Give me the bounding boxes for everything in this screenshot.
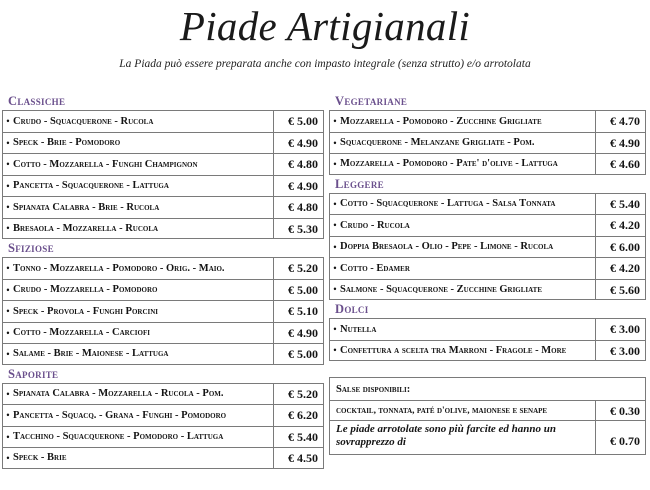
bullet-icon: • — [333, 198, 337, 209]
bullet-icon: • — [6, 306, 10, 317]
menu-list-dolci — [329, 318, 646, 361]
menu-item — [329, 110, 646, 132]
item-name: Crudo - Mozzarella - Pomodoro — [13, 284, 158, 296]
menu-item — [2, 218, 324, 240]
menu-item — [329, 153, 646, 175]
menu-list-vegetariane — [329, 110, 646, 175]
bullet-icon: • — [6, 137, 10, 148]
section-title-sfiziose: Sfiziose — [8, 241, 54, 255]
item-price: € 3.00 — [595, 319, 645, 340]
section-title-classiche: Classiche — [8, 94, 66, 108]
sauces-list: cocktail, tonnata, paté d'olive, maionese e senape — [336, 406, 548, 416]
bullet-icon: • — [6, 452, 10, 463]
menu-item — [2, 279, 324, 301]
menu-item — [329, 214, 646, 236]
item-name: Crudo - Rucola — [340, 219, 410, 231]
item-price: € 4.80 — [273, 154, 323, 175]
item-price: € 4.50 — [273, 448, 323, 468]
menu-list-leggere — [329, 193, 646, 301]
item-name: Doppia Bresaola - Olio - Pepe - Limone - Rucola — [340, 241, 554, 253]
rolled-note: Le piade arrotolate sono più farcite ed hanno un sovrapprezzo di — [336, 423, 557, 448]
section-title-leggere: Leggere — [335, 176, 384, 191]
bullet-icon: • — [333, 241, 337, 252]
sauces-box — [329, 377, 646, 455]
menu-item — [2, 196, 324, 218]
item-price: € 5.20 — [273, 258, 323, 279]
bullet-icon: • — [6, 202, 10, 213]
item-price: € 4.60 — [595, 154, 645, 174]
bullet-icon: • — [6, 431, 10, 442]
item-name: Salmone - Squacquerone - Zucchine Grigliate — [340, 283, 543, 295]
item-price: € 5.30 — [273, 219, 323, 239]
bullet-icon: • — [6, 348, 10, 359]
menu-item — [2, 383, 324, 405]
sauces-row — [330, 400, 645, 420]
page-title: Piade Artigianali — [179, 3, 471, 49]
item-price: € 4.90 — [273, 133, 323, 154]
menu-item — [2, 404, 324, 426]
bullet-icon: • — [6, 388, 10, 399]
bullet-icon: • — [333, 220, 337, 231]
item-name: Tacchino - Squacquerone - Pomodoro - Lattuga — [13, 431, 224, 443]
bullet-icon: • — [333, 345, 337, 356]
menu-item — [2, 110, 324, 132]
item-price: € 4.90 — [273, 323, 323, 344]
item-name: Bresaola - Mozzarella - Rucola — [13, 222, 159, 234]
item-price: € 4.20 — [595, 215, 645, 236]
sauces-title: Salse disponibili: — [336, 384, 411, 395]
menu-item — [329, 236, 646, 258]
sauces-price: € 0.30 — [595, 401, 645, 420]
item-name: Pancetta - Squacquerone - Lattuga — [13, 180, 169, 192]
item-name: Salame - Brie - Maionese - Lattuga — [13, 348, 169, 360]
rolled-note-price: € 0.70 — [595, 421, 645, 454]
item-name: Cotto - Mozzarella - Carciofi — [13, 327, 150, 339]
item-price: € 4.80 — [273, 197, 323, 218]
menu-item — [2, 153, 324, 175]
item-price: € 3.00 — [595, 341, 645, 361]
item-price: € 5.00 — [273, 280, 323, 301]
item-name: Tonno - Mozzarella - Pomodoro - Orig. - Maio. — [13, 262, 225, 274]
bullet-icon: • — [6, 223, 10, 234]
item-name: Squacquerone - Melanzane Grigliate - Pom. — [340, 137, 535, 149]
menu-item — [329, 279, 646, 301]
item-price: € 5.60 — [595, 280, 645, 300]
bullet-icon: • — [333, 158, 337, 169]
menu-item — [2, 343, 324, 365]
item-name: Pancetta - Squacq. - Grana - Funghi - Pomodoro — [13, 409, 227, 421]
page-subtitle: La Piada può essere preparata anche con impasto integrale (senza strutto) e/o arrotolata — [119, 58, 531, 70]
menu-item — [2, 322, 324, 344]
item-price: € 5.20 — [273, 384, 323, 405]
item-name: Spianata Calabra - Mozzarella - Rucola - Pom. — [13, 388, 224, 400]
item-price: € 6.00 — [595, 237, 645, 258]
item-name: Cotto - Edamer — [340, 262, 410, 274]
item-name: Mozzarella - Pomodoro - Pate' d'olive - Lattuga — [340, 158, 558, 170]
section-title-saporite: Saporite — [8, 366, 59, 381]
item-price: € 5.40 — [595, 194, 645, 215]
bullet-icon: • — [6, 410, 10, 421]
menu-item — [2, 175, 324, 197]
item-name: Mozzarella - Pomodoro - Zucchine Grigliate — [340, 115, 542, 127]
menu-item — [2, 300, 324, 322]
item-price: € 4.90 — [273, 176, 323, 197]
bullet-icon: • — [6, 180, 10, 191]
menu-item — [2, 447, 324, 469]
menu-item — [2, 132, 324, 154]
item-price: € 5.00 — [273, 111, 323, 132]
item-name: Speck - Brie - Pomodoro — [13, 137, 121, 149]
bullet-icon: • — [333, 263, 337, 274]
item-name: Cotto - Squacquerone - Lattuga - Salsa Tonnata — [340, 198, 556, 210]
menu-item — [2, 257, 324, 279]
left-column — [2, 92, 324, 469]
bullet-icon: • — [6, 159, 10, 170]
bullet-icon: • — [6, 284, 10, 295]
menu-list-sfiziose — [2, 257, 324, 365]
bullet-icon: • — [333, 116, 337, 127]
section-title-vegetariane: Vegetariane — [335, 94, 408, 108]
bullet-icon: • — [333, 324, 337, 335]
menu-item — [329, 257, 646, 279]
item-price: € 4.90 — [595, 133, 645, 154]
rolled-note-row — [330, 420, 645, 454]
item-price: € 4.70 — [595, 111, 645, 132]
item-name: Nutella — [340, 323, 377, 335]
bullet-icon: • — [333, 284, 337, 295]
menu-item — [2, 426, 324, 448]
item-price: € 5.00 — [273, 344, 323, 364]
item-price: € 5.40 — [273, 427, 323, 448]
item-name: Crudo - Squacquerone - Rucola — [13, 115, 154, 127]
menu-list-saporite — [2, 383, 324, 469]
item-price: € 5.10 — [273, 301, 323, 322]
bullet-icon: • — [6, 263, 10, 274]
item-name: Confettura a scelta tra Marroni - Fragole - More — [340, 344, 567, 356]
item-name: Cotto - Mozzarella - Funghi Champignon — [13, 158, 198, 170]
item-name: Spianata Calabra - Brie - Rucola — [13, 201, 160, 213]
menu-item — [329, 340, 646, 362]
bullet-icon: • — [6, 327, 10, 338]
menu-item — [329, 132, 646, 154]
item-price: € 4.20 — [595, 258, 645, 279]
item-price: € 6.20 — [273, 405, 323, 426]
section-title-dolci: Dolci — [335, 302, 369, 316]
menu-list-classiche — [2, 110, 324, 239]
bullet-icon: • — [333, 137, 337, 148]
item-name: Speck - Brie — [13, 452, 67, 464]
bullet-icon: • — [6, 116, 10, 127]
menu-item — [329, 193, 646, 215]
right-column — [329, 92, 646, 455]
item-name: Speck - Provola - Funghi Porcini — [13, 305, 159, 317]
menu-item — [329, 318, 646, 340]
